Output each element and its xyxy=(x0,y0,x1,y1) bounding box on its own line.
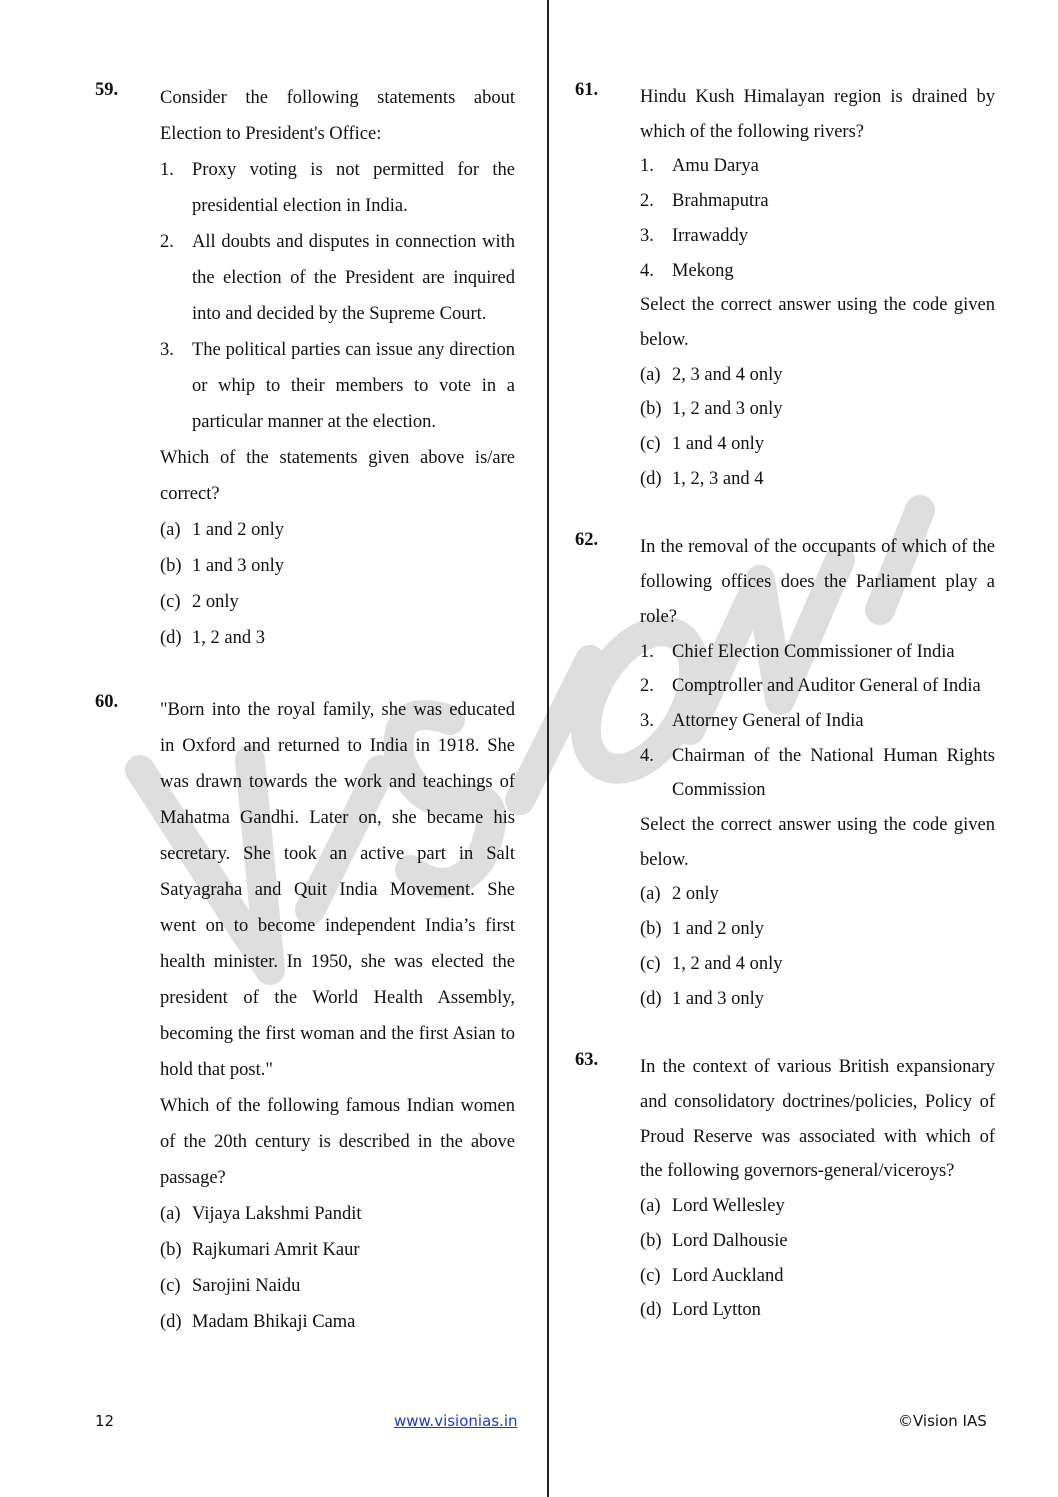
question-prompt: Which of the following famous Indian women of the 20th century is described in the above passage? xyxy=(160,1096,515,1188)
statement-item: 3. Attorney General of India xyxy=(640,710,864,731)
copyright-text: ©Vision IAS xyxy=(898,1412,987,1430)
answer-option: (d) 1, 2, 3 and 4 xyxy=(640,468,764,489)
answer-option: (a) Vijaya Lakshmi Pandit xyxy=(160,1204,362,1224)
question-number: 63. xyxy=(575,1050,599,1071)
website-link[interactable]: www.visionias.in xyxy=(394,1412,518,1430)
answer-option: (c) 1 and 4 only xyxy=(640,434,764,455)
question-60 xyxy=(95,692,515,1340)
statement-item: 2. All doubts and disputes in connection with the election of the President are inquired into and decided by the Supreme Court. xyxy=(160,232,515,324)
question-number: 61. xyxy=(575,80,599,100)
statement-item: 1. Proxy voting is not permitted for the presidential election in India. xyxy=(160,160,515,216)
answer-option: (b) Rajkumari Amrit Kaur xyxy=(160,1240,360,1260)
left-column xyxy=(95,80,515,1340)
answer-option: (a) 2, 3 and 4 only xyxy=(640,364,783,385)
question-stem: Consider the following statements about Election to President's Office: xyxy=(160,88,515,144)
statement-item: 3. The political parties can issue any direction or whip to their members to vote in a particular manner at the election. xyxy=(160,340,515,432)
question-prompt: Which of the statements given above is/are correct? xyxy=(160,448,515,504)
question-stem: In the removal of the occupants of which of the following offices does the Parliament play a role? xyxy=(640,537,995,627)
answer-option: (c) 2 only xyxy=(160,592,239,612)
statement-item: 4. Chairman of the National Human Rights Commission xyxy=(640,745,995,801)
statement-item: 1. Chief Election Commissioner of India xyxy=(640,641,955,662)
question-62 xyxy=(575,530,995,1016)
question-61 xyxy=(575,80,995,496)
question-stem: "Born into the royal family, she was educated in Oxford and returned to India in 1918. She was drawn towards the work and teachings of Mahatma Gandhi. Later on, she became his secretary. She took an active part in Salt Satyagraha and Quit India Movement. She went on to become independent India’s first health minister. In 1950, she was elected the president of the World Health Assembly, becoming the first woman and the first Asian to hold that post." xyxy=(160,700,515,1080)
statement-item: 2. Comptroller and Auditor General of India xyxy=(640,676,981,697)
statement-item: 4. Mekong xyxy=(640,260,734,281)
question-stem: Hindu Kush Himalayan region is drained by which of the following rivers? xyxy=(640,87,995,142)
answer-option: (d) Madam Bhikaji Cama xyxy=(160,1312,356,1332)
question-63 xyxy=(575,1050,995,1328)
answer-option: (b) 1 and 2 only xyxy=(640,919,764,940)
question-number: 62. xyxy=(575,530,599,551)
column-divider xyxy=(547,0,549,1497)
statement-item: 2. Brahmaputra xyxy=(640,191,769,212)
answer-option: (d) 1, 2 and 3 xyxy=(160,628,265,648)
answer-option: (d) 1 and 3 only xyxy=(640,988,764,1009)
answer-option: (d) Lord Lytton xyxy=(640,1300,761,1321)
question-59 xyxy=(95,80,515,656)
right-column xyxy=(575,80,995,1328)
answer-option: (b) 1 and 3 only xyxy=(160,556,284,576)
question-number: 60. xyxy=(95,692,119,712)
statement-item: 3. Irrawaddy xyxy=(640,225,749,246)
statement-item: 1. Amu Darya xyxy=(640,156,759,177)
answer-option: (c) 1, 2 and 4 only xyxy=(640,953,783,974)
question-stem: In the context of various British expansionary and consolidatory doctrines/policies, Policy of Proud Reserve was associated with which of the following governors-general/viceroys? xyxy=(640,1057,995,1182)
question-number: 59. xyxy=(95,80,119,100)
answer-option: (a) Lord Wellesley xyxy=(640,1196,785,1217)
question-prompt: Select the correct answer using the code given below. xyxy=(640,815,995,870)
answer-option: (a) 1 and 2 only xyxy=(160,520,284,540)
question-prompt: Select the correct answer using the code given below. xyxy=(640,295,995,350)
answer-option: (a) 2 only xyxy=(640,884,719,905)
answer-option: (b) 1, 2 and 3 only xyxy=(640,399,783,420)
answer-option: (c) Sarojini Naidu xyxy=(160,1276,301,1296)
page-number: 12 xyxy=(95,1412,115,1430)
answer-option: (c) Lord Auckland xyxy=(640,1265,784,1286)
answer-option: (b) Lord Dalhousie xyxy=(640,1230,788,1251)
